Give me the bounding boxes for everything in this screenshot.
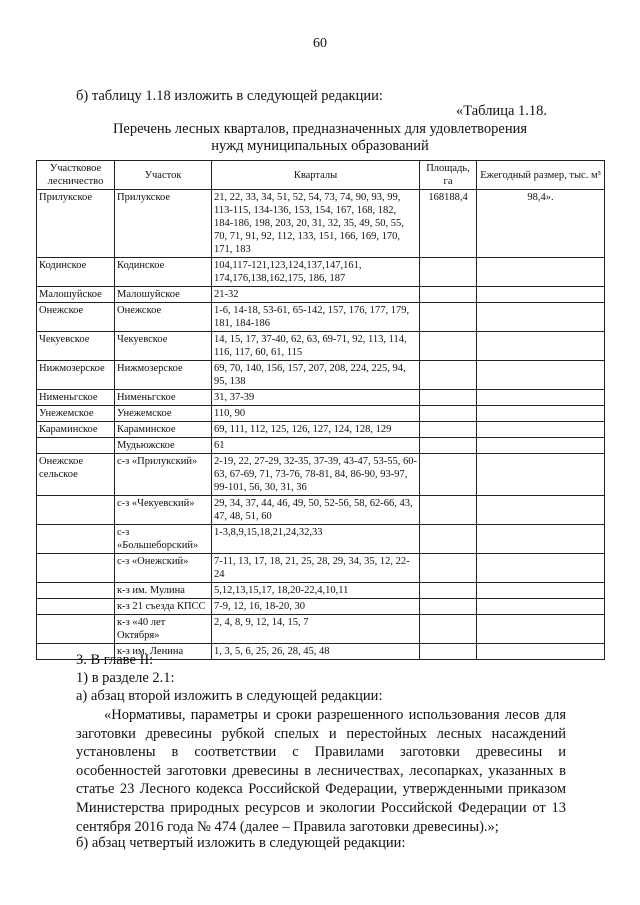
table-title-line-2: нужд муниципальных образований	[211, 138, 429, 154]
cell-volume	[477, 525, 605, 554]
header-district: Участковое лесничество	[37, 161, 115, 190]
table-row	[37, 406, 605, 422]
cell-quarters: 61	[212, 438, 420, 454]
table-reference: «Таблица 1.18.	[456, 103, 548, 119]
cell-district	[37, 554, 115, 583]
cell-section: Кодинское	[115, 258, 212, 287]
cell-volume	[477, 615, 605, 644]
table-row	[37, 190, 605, 258]
cell-district: Чекуевское	[37, 332, 115, 361]
cell-area	[420, 554, 477, 583]
cell-section: Прилукское	[115, 190, 212, 258]
table-title-line-1: Перечень лесных кварталов, предназначенных для удовлетворения	[112, 121, 528, 137]
cell-quarters: 29, 34, 37, 44, 46, 49, 50, 52-56, 58, 62-66, 43, 47, 48, 51, 60	[212, 496, 420, 525]
cell-district	[37, 438, 115, 454]
cell-area	[420, 525, 477, 554]
cell-quarters: 69, 70, 140, 156, 157, 207, 208, 224, 225, 94, 95, 138	[212, 361, 420, 390]
paragraph-instruction-a: а) абзац второй изложить в следующей редакции:	[76, 688, 383, 704]
cell-volume: 98,4».	[477, 190, 605, 258]
cell-area	[420, 496, 477, 525]
cell-volume	[477, 422, 605, 438]
cell-section: к-з им. Ленина	[115, 644, 212, 660]
cell-volume	[477, 438, 605, 454]
cell-area	[420, 390, 477, 406]
table-row	[37, 438, 605, 454]
header-area: Площадь, га	[420, 161, 477, 190]
quoted-paragraph: «Нормативы, параметры и сроки разрешенного использования лесов для заготовки древесины рубкой спелых и перестойных лесных насаждений установлены в соответствии с Правилами заготовки древесины и особенностей заготовки древесины в лесничествах, лесопарках, указанных в статье 23 Лесного кодекса Российской Федерации, утвержденными приказом Министерства природных ресурсов и экологии Российской Федерации от 13 сентября 2016 года № 474 (далее – Правила заготовки древесины).»;	[76, 707, 566, 835]
cell-volume	[477, 332, 605, 361]
cell-section: Чекуевское	[115, 332, 212, 361]
cell-volume	[477, 406, 605, 422]
cell-area	[420, 258, 477, 287]
cell-district	[37, 599, 115, 615]
cell-section: с-з «Большеборский»	[115, 525, 212, 554]
section-line: 1) в разделе 2.1:	[76, 670, 175, 686]
cell-volume	[477, 554, 605, 583]
cell-district: Нименьгское	[37, 390, 115, 406]
cell-area	[420, 361, 477, 390]
table-row	[37, 615, 605, 644]
cell-district: Кодинское	[37, 258, 115, 287]
cell-area	[420, 615, 477, 644]
cell-district: Онежское сельское	[37, 454, 115, 496]
cell-area	[420, 303, 477, 332]
table-row	[37, 583, 605, 599]
cell-quarters: 2-19, 22, 27-29, 32-35, 37-39, 43-47, 53-55, 60-63, 67-69, 71, 73-76, 78-81, 84, 86-90, 93-97, 99-101, 56, 30, 31, 36	[212, 454, 420, 496]
cell-volume	[477, 496, 605, 525]
cell-district: Малошуйское	[37, 287, 115, 303]
cell-district: Онежское	[37, 303, 115, 332]
cell-area	[420, 332, 477, 361]
cell-section: Караминское	[115, 422, 212, 438]
cell-district: Нижмозерское	[37, 361, 115, 390]
cell-quarters: 31, 37-39	[212, 390, 420, 406]
table-row	[37, 303, 605, 332]
table-row	[37, 258, 605, 287]
cell-volume	[477, 361, 605, 390]
table-row	[37, 525, 605, 554]
table-row	[37, 599, 605, 615]
table-header-row	[37, 161, 605, 190]
cell-quarters: 1-6, 14-18, 53-61, 65-142, 157, 176, 177, 179, 181, 184-186	[212, 303, 420, 332]
cell-area	[420, 599, 477, 615]
cell-section: Унежемское	[115, 406, 212, 422]
cell-area	[420, 583, 477, 599]
cell-section: к-з им. Мулина	[115, 583, 212, 599]
cell-area	[420, 287, 477, 303]
cell-volume	[477, 287, 605, 303]
cell-area	[420, 422, 477, 438]
cell-section: с-з «Прилукский»	[115, 454, 212, 496]
header-section: Участок	[115, 161, 212, 190]
page-number: 60	[313, 36, 327, 51]
cell-quarters: 104,117-121,123,124,137,147,161, 174,176,138,162,175, 186, 187	[212, 258, 420, 287]
cell-section: с-з «Онежский»	[115, 554, 212, 583]
table-row	[37, 454, 605, 496]
cell-district	[37, 615, 115, 644]
cell-district	[37, 496, 115, 525]
paragraph-instruction-b: б) абзац четвертый изложить в следующей редакции:	[76, 835, 406, 851]
table-row	[37, 332, 605, 361]
cell-quarters: 110, 90	[212, 406, 420, 422]
cell-district	[37, 525, 115, 554]
table-row	[37, 287, 605, 303]
cell-volume	[477, 303, 605, 332]
cell-section: Онежское	[115, 303, 212, 332]
header-quarters: Кварталы	[212, 161, 420, 190]
cell-quarters: 2, 4, 8, 9, 12, 14, 15, 7	[212, 615, 420, 644]
cell-volume	[477, 599, 605, 615]
cell-section: с-з «Чекуевский»	[115, 496, 212, 525]
cell-district	[37, 583, 115, 599]
cell-quarters: 7-11, 13, 17, 18, 21, 25, 28, 29, 34, 35, 12, 22-24	[212, 554, 420, 583]
cell-volume	[477, 390, 605, 406]
cell-quarters: 1-3,8,9,15,18,21,24,32,33	[212, 525, 420, 554]
cell-quarters: 7-9, 12, 16, 18-20, 30	[212, 599, 420, 615]
cell-section: Нижмозерское	[115, 361, 212, 390]
cell-quarters: 1, 3, 5, 6, 25, 26, 28, 45, 48	[212, 644, 420, 660]
cell-quarters: 21, 22, 33, 34, 51, 52, 54, 73, 74, 90, 93, 99, 113-115, 134-136, 153, 154, 167, 168, 182, 184-186, 198, 203, 20, 31, 32, 35, 49, 50, 55, 70, 71, 91, 92, 112, 133, 151, 166, 169, 170, 171, 183	[212, 190, 420, 258]
header-volume: Ежегодный размер, тыс. м³	[477, 161, 605, 190]
table-row	[37, 361, 605, 390]
cell-section: Мудьюжское	[115, 438, 212, 454]
cell-area	[420, 644, 477, 660]
cell-area: 168188,4	[420, 190, 477, 258]
cell-quarters: 69, 111, 112, 125, 126, 127, 124, 128, 129	[212, 422, 420, 438]
cell-area	[420, 454, 477, 496]
intro-line: б) таблицу 1.18 изложить в следующей редакции:	[76, 88, 383, 104]
cell-district: Прилукское	[37, 190, 115, 258]
cell-quarters: 21-32	[212, 287, 420, 303]
cell-section: Малошуйское	[115, 287, 212, 303]
cell-volume	[477, 583, 605, 599]
table-row	[37, 554, 605, 583]
cell-section: Нименьгское	[115, 390, 212, 406]
table-row	[37, 422, 605, 438]
cell-volume	[477, 644, 605, 660]
cell-section: к-з «40 лет Октября»	[115, 615, 212, 644]
table-row	[37, 496, 605, 525]
forest-quarters-table	[36, 160, 605, 660]
cell-quarters: 5,12,13,15,17, 18,20-22,4,10,11	[212, 583, 420, 599]
table-row	[37, 390, 605, 406]
cell-area	[420, 406, 477, 422]
cell-district: Караминское	[37, 422, 115, 438]
cell-area	[420, 438, 477, 454]
cell-volume	[477, 454, 605, 496]
cell-quarters: 14, 15, 17, 37-40, 62, 63, 69-71, 92, 113, 114, 116, 117, 60, 61, 115	[212, 332, 420, 361]
cell-district: Унежемское	[37, 406, 115, 422]
cell-section: к-з 21 съезда КПСС	[115, 599, 212, 615]
cell-volume	[477, 258, 605, 287]
chapter-line: 3. В главе II:	[76, 652, 154, 668]
